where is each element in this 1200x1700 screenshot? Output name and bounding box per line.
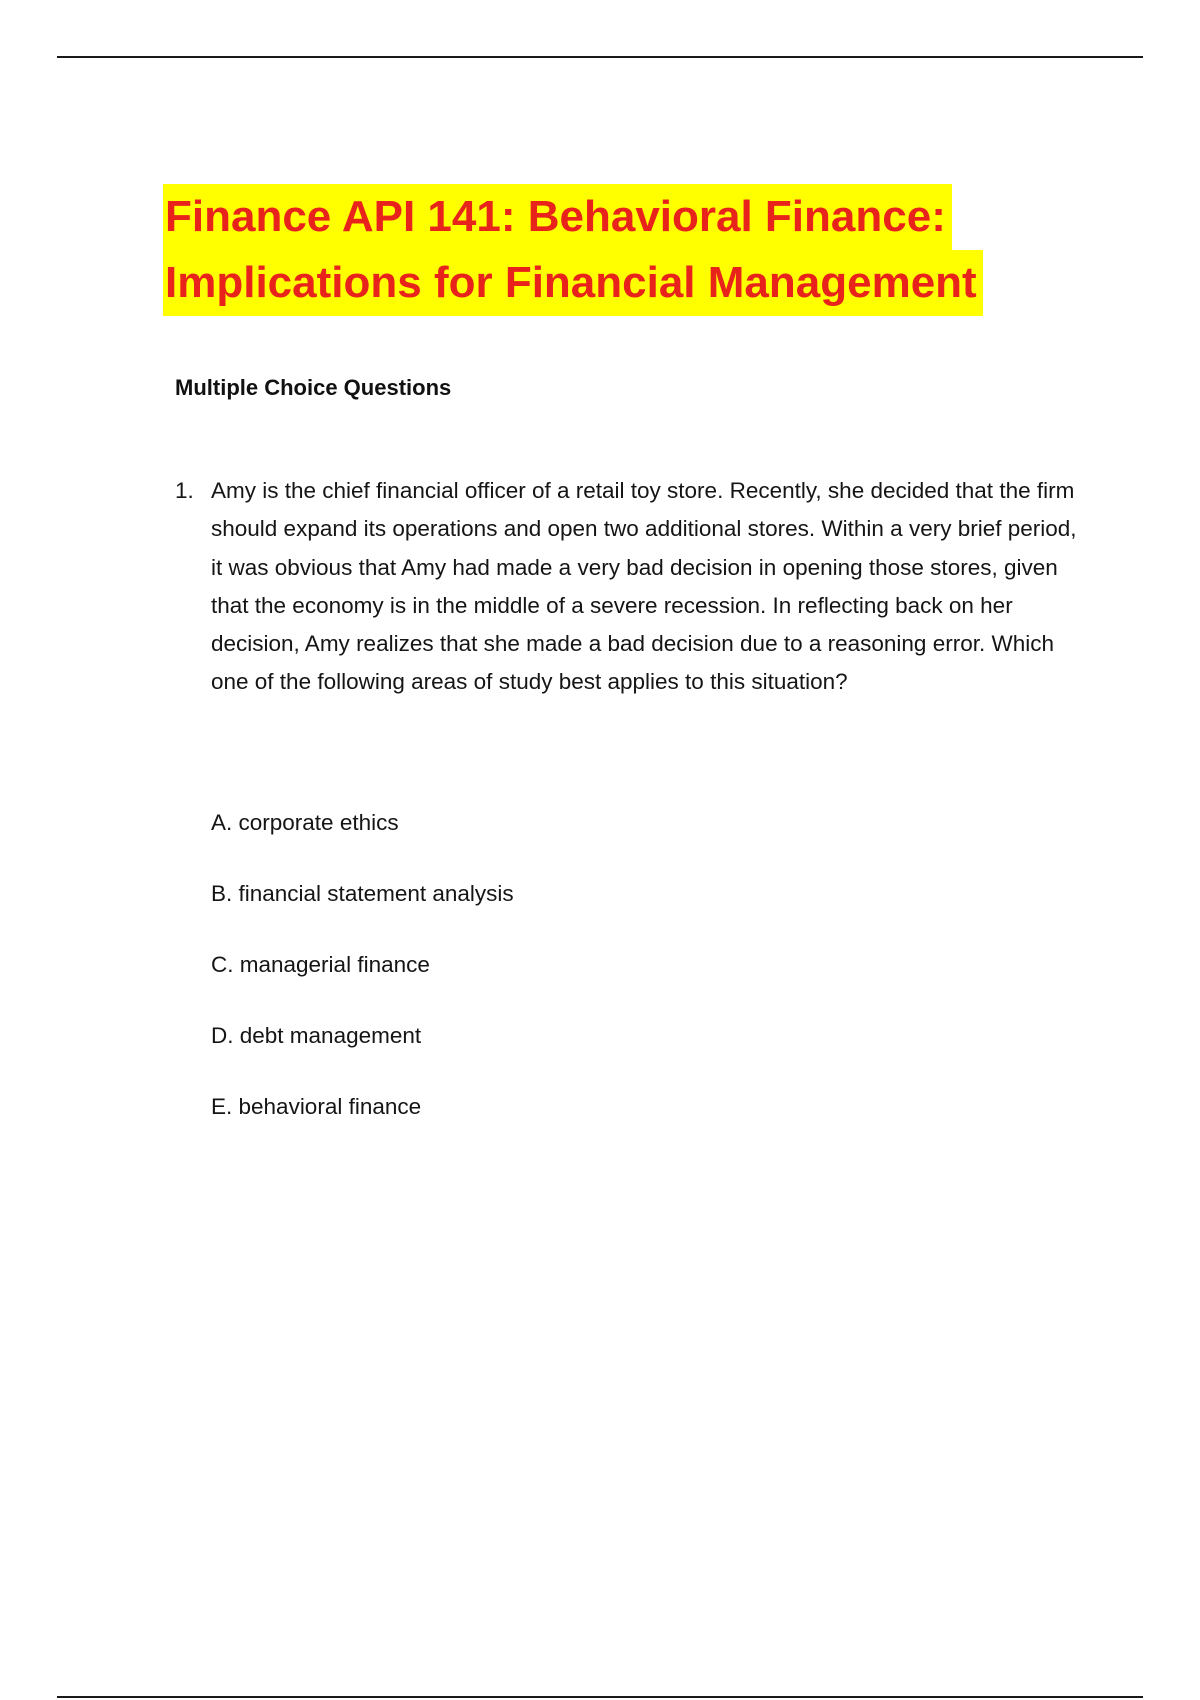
question-number: 1. [175, 478, 194, 503]
option-e: E. behavioral finance [211, 1094, 422, 1119]
bottom-rule [57, 1696, 1143, 1698]
question-text: Amy is the chief financial officer of a retail toy store. Recently, she decided that the firm should expand its operations and open two additional stores. Within a very brief period, it was obvious that Amy had made a very bad decision in opening those stores, given that the economy is in the middle of a severe recession. In reflecting back on her decision, Amy realizes that she made a bad decision due to a reasoning error. Which one of the following areas of study best applies to this situation? [211, 478, 1077, 695]
title-line-1: Finance API 141: Behavioral Finance: [163, 184, 952, 250]
option-b: B. financial statement analysis [211, 881, 514, 906]
title-line-2: Implications for Financial Management [163, 250, 983, 316]
option-c: C. managerial finance [211, 952, 430, 977]
option-d: D. debt management [211, 1023, 422, 1048]
top-rule [57, 56, 1143, 58]
option-a: A. corporate ethics [211, 810, 399, 835]
section-heading: Multiple Choice Questions [175, 375, 452, 400]
answer-options [211, 808, 514, 1163]
document-title [163, 184, 1053, 316]
